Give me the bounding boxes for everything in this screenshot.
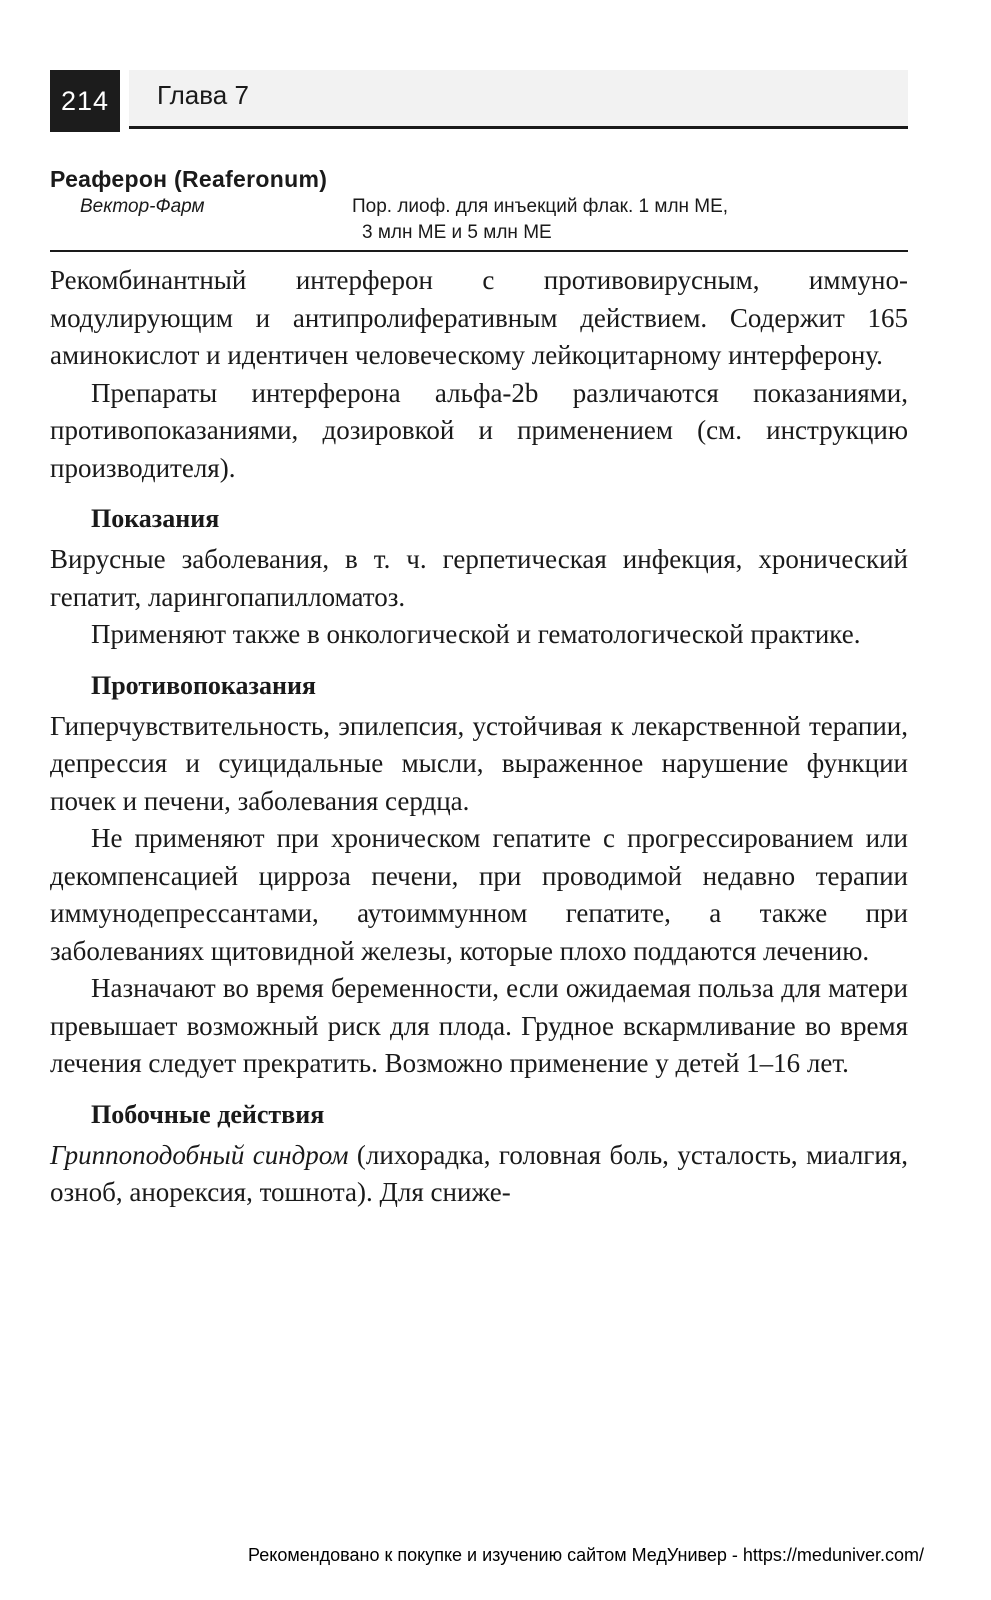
heading-side-effects: Побочные действия xyxy=(91,1099,325,1129)
paragraph-indications: Вирусные заболевания, в т. ч. герпетическая инфекция, хронический гепатит, ларингопапилломатоз. xyxy=(50,544,908,612)
heading-contraindications: Противопоказания xyxy=(91,670,316,700)
manufacturer: Вектор-Фарм xyxy=(80,196,205,217)
article-body xyxy=(50,262,908,1212)
chapter-band xyxy=(129,70,908,129)
paragraph-pregnancy: Назначают во время беременности, если ожидаемая польза для матери превышает возможный риск для плода. Грудное вскармливание во время лечения следует прекратить. Возможно применение у детей 1–16 лет. xyxy=(50,973,908,1078)
footer-note: Рекомендовано к покупке и изучению сайтом МедУнивер - https://meduniver.com/ xyxy=(248,1545,924,1565)
paragraph-contraindications: Гиперчувствительность, эпилепсия, устойчивая к лекарственной терапии, депрессия и суицидальные мысли, выраженное нарушение функции почек и печени, заболевания сердца. xyxy=(50,710,908,816)
drug-meta xyxy=(50,194,908,246)
drug-title: Реаферон (Reaferonum) xyxy=(50,166,328,192)
heading-indications: Показания xyxy=(91,504,220,533)
paragraph-description: Рекомбинантный интерферон с противовирусным, иммуномодулирующим и антипролиферативным действием. Содержит 165 аминокислот и идентичен человеческому лейкоцитарному интерферону. xyxy=(50,265,908,370)
running-head xyxy=(50,70,908,132)
dosage-form-line2: 3 млн МЕ и 5 млн МЕ xyxy=(362,222,552,243)
dosage-form-line1: Пор. лиоф. для инъекций флак. 1 млн МЕ, xyxy=(352,196,729,217)
paragraph-variants: Препараты интерферона альфа-2b различаются показаниями, противопоказаниями, дозировкой и применением (см. инструкцию производителя). xyxy=(50,377,908,483)
dosage-form xyxy=(352,194,862,246)
paragraph-side-effects xyxy=(50,1137,908,1212)
drug-entry-header xyxy=(50,164,908,252)
side-effect-details: (лихорадка, головная боль, усталость, миалгия, озноб, анорексия, тошнота). Для сниже- xyxy=(50,1139,908,1207)
paragraph-contraindications-extra: Не применяют при хроническом гепатите с прогрессированием или декомпенсацией цирроза печени, при проводимой недавно терапии иммунодепрессантами, аутоиммунном гепатите, а также при заболеваниях щитовидной железы, которые плохо поддаются лечению. xyxy=(50,823,908,966)
chapter-title: Глава 7 xyxy=(157,80,249,110)
side-effect-term: Гриппоподобный синдром xyxy=(50,1139,349,1170)
page-number: 214 xyxy=(50,70,120,132)
book-page xyxy=(50,70,908,1212)
paragraph-indications-extra: Применяют также в онкологической и гематологической практике. xyxy=(91,619,861,649)
